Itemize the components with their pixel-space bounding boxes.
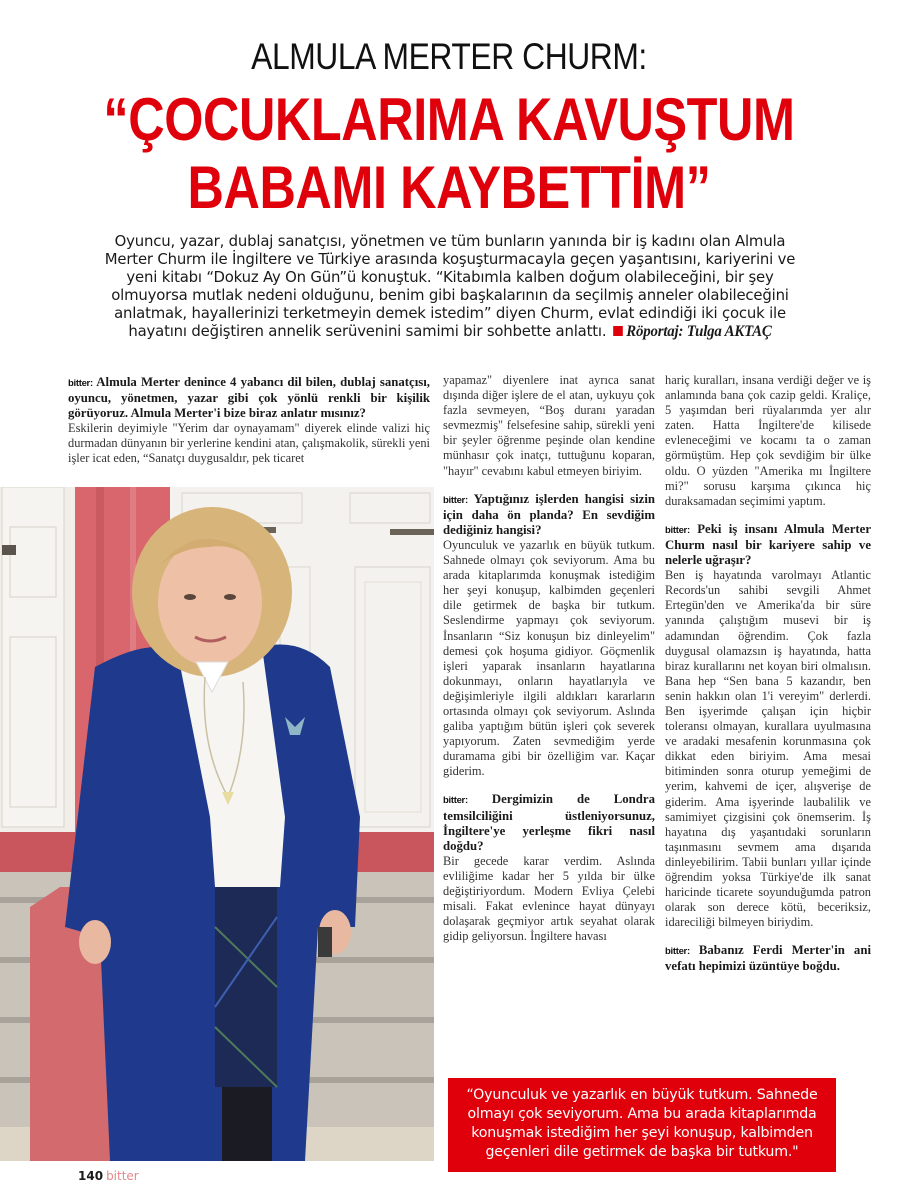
headline-line-1: “ÇOCUKLARIMA KAVUŞTUM xyxy=(103,86,795,153)
question-3: bitter: Dergimizin de Londra temsilciliğini üstleniyorsunuz, İngiltere'ye yerleşme fikri nasıl doğdu? xyxy=(443,792,655,853)
pull-quote: “Oyunculuk ve yazarlık en büyük tutkum. Sahnede olmayı çok seviyorum. Ama bu arada kitaplarımda konuşmak istediğim her şeyi konuşup, kalbimden geçenleri dile getirmek de başka bir tutkum." xyxy=(448,1078,836,1172)
page-footer xyxy=(78,1169,139,1183)
text-column-1 xyxy=(68,375,430,467)
red-square-icon xyxy=(613,326,623,336)
brand-tag: bitter: xyxy=(443,795,468,807)
answer-3-start: Bir gecede karar verdim. Aslında evliliğime kadar her 5 yılda bir ülke değiştiriyordum. Modern Evliya Çelebi misali. Fakat evlenince hayat dünyayı dolaşarak geçmiyor artık seyahat olarak gidip geliyorsun. İngiltere havası xyxy=(443,853,655,944)
brand-tag: bitter: xyxy=(665,946,690,958)
answer-2: Oyunculuk ve yazarlık en büyük tutkum. Sahnede olmayı çok seviyorum. Ama bu arada kitaplarımda konuşmak istediğim her şeyi konuşup, kalbimden geçenleri dile getirmek de başka bir tutkum. Seslendirme yapmayı çok seviyorum. İnsanların “Siz konuşun biz dinleyelim" demesi çok hoşuma gidiyor. Göçmenlik işleri yaparak insanların hayatlarına dokunmayı, onların hayatlarıyla ve değişimleriyle ilgili aldıkları kararların ortasında olmayı çok seviyorum. Aslında galiba yaptığım bütün işleri çok severek yapıyorum. Zaten sevmediğim yerde duramama gibi bir özelliğim var. Kaçar giderim. xyxy=(443,537,655,779)
byline: Röportaj: Tulga AKTAÇ xyxy=(626,323,772,340)
question-1: bitter: Almula Merter denince 4 yabancı dil bilen, dublaj sanatçısı, oyuncu, yönetmen, yazar gibi çok yönlü renkli bir kişilik görüyoruz. Almula Merter'i bize biraz anlatır mısınız? xyxy=(68,375,430,421)
question-4: bitter: Peki iş insanı Almula Merter Churm nasıl bir kariyere sahip ve nelerle uğraşır? xyxy=(665,521,871,568)
brand-tag: bitter: xyxy=(443,494,468,506)
article-headline xyxy=(72,86,826,222)
answer-4: Ben iş hayatında varolmayı Atlantic Records'un sahibi sevgili Ahmet Ertegün'den ve Amerika'da bir süre yanında çalıştığım musevi bir iş adamından öğrendim. Çok fazla duygusal olamazsın iş hayatında, hatta biraz kurallarını net koyan biri olmalısın. Bana hep “Sen bana 5 kazandır, ben senin hakkın olan 1'i vereyim" derlerdi. Ben işyerimde çalışan için hiçbir toleransı olmayan, kurallara uyulmasına ve aradaki mesafenin korunmasına çok dikkat eden biriyim. Ama mesai bitiminden sonra oturup yemeğimi de yerim, kahvemi de içer, alışverişe de giderim. Ama işyerinde laubalilik ve samimiyet çizgisini çok önemserim. İş hayatına dış yaşantıdaki sorunların taşınmasını sevmem ama dışarıda dinleyebilirim. Tabii bunları yıllar içinde öğrendim yoksa Türkiye'de ilk sanat haricinde ticarete soyunduğumda patron olarak son derece kötü, beceriksiz, idareciliği bilmeyen biriydim. xyxy=(665,568,871,930)
lede-text: Oyuncu, yazar, dublaj sanatçısı, yönetmen ve tüm bunların yanında bir iş kadını olan Almula Merter Churm ile İngiltere ve Türkiye arasında koşuşturmacayla geçen yaşantısını, kariyerini ve yeni kitabı “Dokuz Ay On Gün”ü konuştuk. “Kitabımla kalben doğum olabileceğini, bir şey olmuyorsa mutlak nedeni olduğunu, benim gibi başkalarının da seçilmiş anneler olabileceğini anlatmak, hayallerinizi terketmeyin demek istedim” diyen Churm, evlat edindiği iki çocuk ile hayatını değiştiren annelik serüvenini samimi bir sohbette anlattı. xyxy=(104,232,796,340)
brand-tag: bitter: xyxy=(68,378,93,389)
headline-line-2: BABAMI KAYBETTİM” xyxy=(187,154,711,221)
question-5: bitter: Babanız Ferdi Merter'in ani vefatı hepimizi üzüntüye boğdu. xyxy=(665,943,872,974)
magazine-name: bitter xyxy=(106,1169,139,1183)
answer-3-end: hariç kuralları, insana verdiği değer ve iş anlamında bana çok cazip geldi. Kraliçe, 5 yaşımdan beri rüyalarımda yer alır zaten. Hatta İngiltere'de kilisede evleneceğimi ve kocamı ta o zaman görmüştüm. Hep çok sevdiğim bir ülke oldu. O yüzden "Amerika mı İngiltere mi?" sorusu karşıma çıkınca hiç duraksamadan seçimimi yaptım. xyxy=(665,373,871,508)
answer-1-start: Eskilerin deyimiyle "Yerim dar oynayamam" diyerek elinde valizi hiç durmadan dünyanın bir yerlerine kendini atan, çalışmakolik, sürekli yeni işler icat eden, “Sanatçı duygusaldır, pek ticaret xyxy=(68,421,430,466)
article-lede xyxy=(95,232,805,341)
answer-1-end: yapamaz" diyenlere inat ayrıca sanat dışında diğer işlere de el atan, uykuyu çok fazla sevmeyen, “Boş duranı yaradan sevmezmiş" felsefesine sahip, sürekli yeni bir şeyler öğrenme peşinde olan kendine münhasır çok inatçı, tuttuğunu koparan, "hayır" cevabını kabul etmeyen biriyim. xyxy=(443,373,655,478)
brand-tag: bitter: xyxy=(665,524,690,536)
question-2: bitter: Yaptığınız işlerden hangisi sizin için daha ön planda? En sevdiğim dediğiniz hangisi? xyxy=(443,491,655,537)
page-number: 140 xyxy=(78,1169,104,1183)
portrait-illustration xyxy=(0,487,434,1161)
text-column-2 xyxy=(443,373,655,944)
portrait-photo xyxy=(0,487,434,1161)
article-kicker: ALMULA MERTER CHURM: xyxy=(251,36,647,77)
text-column-3 xyxy=(665,373,871,975)
